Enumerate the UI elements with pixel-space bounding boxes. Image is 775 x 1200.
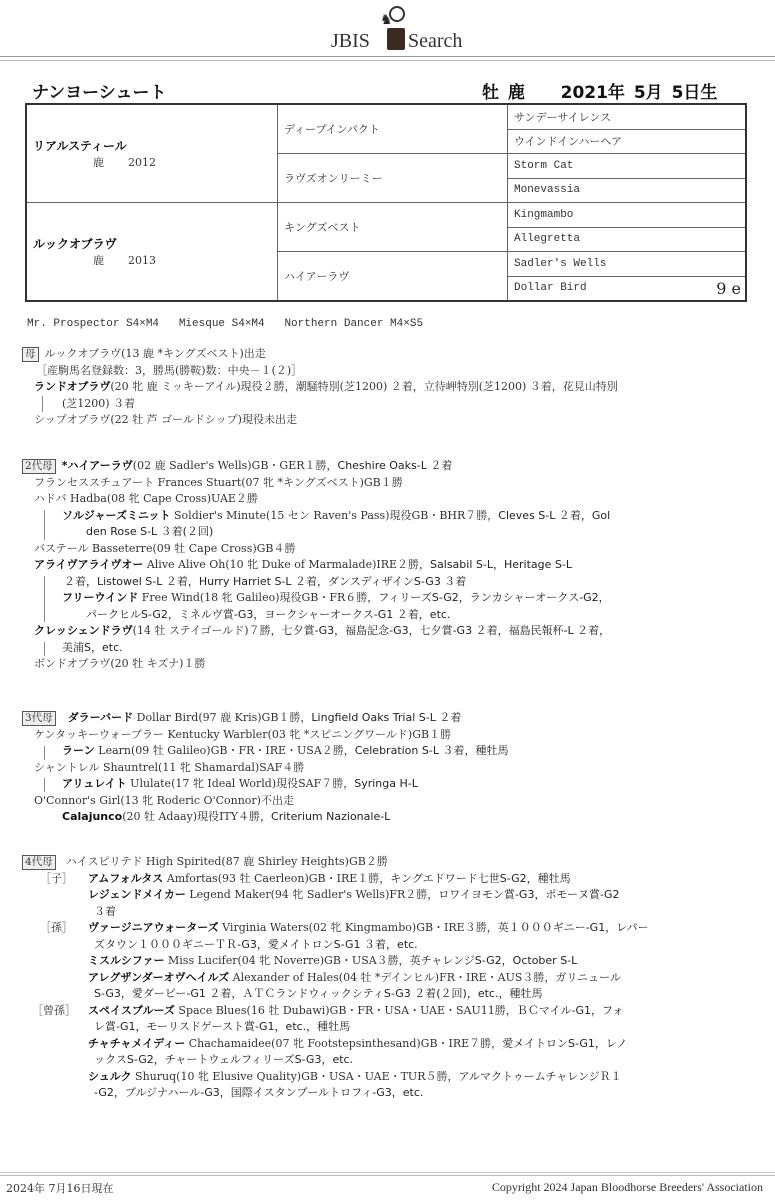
sire-sire[interactable]: ディープインパクト <box>278 104 508 154</box>
dam-name[interactable]: ダラーバード <box>67 711 134 724</box>
progeny-record-cont: レ賞-G1，モーリスドゲースト賞-G1，etc.，種牡馬 <box>94 1020 351 1033</box>
progeny-race-record: 愛メイトロンS-G1，レノ <box>502 1036 628 1050</box>
g3-ancestor[interactable]: ウインドインハーヘア <box>508 129 747 154</box>
progeny-record-cont: (芝1200) ３着 <box>62 396 136 410</box>
g3-ancestor-last <box>508 276 747 301</box>
progeny-line: シャントレル Shauntrel(11 牝 Shamardal)SAF４勝 <box>34 760 305 774</box>
section-tag: 母 <box>22 347 39 362</box>
progeny-line: シップオブラヴ(22 牡 芦 ゴールドシップ)現役未出走 <box>34 413 297 426</box>
progeny-name[interactable]: アムフォルタス <box>88 871 164 885</box>
progeny-name[interactable]: クレッシェンドラヴ <box>34 624 133 637</box>
progeny-name[interactable]: シュルク <box>88 1069 132 1083</box>
progeny-name[interactable]: チャチャメイディー <box>88 1036 186 1050</box>
progeny-race-record: アルマクトゥームチャレンジＲ１ <box>458 1069 622 1083</box>
tree-line <box>44 778 45 792</box>
progeny-line: バステール Basseterre(09 牡 Cape Cross)GB４勝 <box>34 541 296 555</box>
progeny-record: Ululate(17 牝 Ideal World)現役SAF７勝， <box>126 777 355 790</box>
fourth-dam-section <box>22 854 648 1102</box>
second-dam-section <box>22 458 610 673</box>
progeny-record: (20 牡 Adaay)現役ITY４勝， <box>122 810 272 823</box>
family-number: 9 e <box>716 278 741 298</box>
horse-birth: 2021年 5月 5日生 <box>560 83 718 103</box>
dam-name[interactable]: *ハイアーラヴ <box>61 459 133 472</box>
progeny-race-record: Criterium Nazionale-L <box>271 810 391 823</box>
grandchildren-label: ［孫］ <box>40 921 73 934</box>
tree-line <box>44 642 45 656</box>
header-divider <box>0 56 775 61</box>
sire-name[interactable]: リアルスティール <box>33 139 127 153</box>
progeny-race-record: 英チャレンジS-G2，October S-L <box>409 954 578 967</box>
progeny-record: Alexander of Hales(04 牡 *デインヒル)FR・IRE・AUS３勝， <box>229 970 556 984</box>
progeny-name[interactable]: レジェンドメイカー <box>88 888 186 901</box>
section-tag: 4代母 <box>22 855 56 870</box>
progeny-record: (14 牡 ステイゴールド)７勝， <box>132 624 282 637</box>
g3-ancestor[interactable]: Allegretta <box>508 227 747 252</box>
progeny-race-record: Celebration S-L ３着，種牡馬 <box>354 744 509 757</box>
dam-color: 鹿 <box>93 254 104 267</box>
progeny-record: Amfortas(93 牡 Caerleon)GB・IRE１勝， <box>163 871 391 885</box>
dam-race-record: Lingfield Oaks Trial S-L ２着 <box>311 711 462 724</box>
progeny-record: Free Wind(18 牝 Galileo)現役GB・FR６勝， <box>138 591 379 604</box>
progeny-record: Shuruq(10 牝 Elusive Quality)GB・USA・UAE・TUR５勝， <box>131 1069 459 1083</box>
progeny-record: Learn(09 牡 Galileo)GB・FR・IRE・USA２勝， <box>94 744 355 757</box>
g3-ancestor[interactable]: サンデーサイレンス <box>508 104 747 129</box>
progeny-line: ボンドオブラヴ(20 牡 キズナ)１勝 <box>34 657 206 670</box>
progeny-race-record: キングエドワード七世S-G2，種牡馬 <box>390 871 571 885</box>
horse-color: 鹿 <box>507 83 525 103</box>
horse-icon: ♞ <box>380 12 393 28</box>
great-grandchildren-label: ［曾孫］ <box>32 1003 76 1017</box>
progeny-race-record: Syringa H-L <box>354 777 418 790</box>
progeny-name[interactable]: フリーウインド <box>62 591 139 604</box>
progeny-record: Miss Lucifer(04 牝 Noverre)GB・USA３勝， <box>164 954 410 967</box>
progeny-line: ケンタッキーウォーブラー Kentucky Warbler(03 牝 *スピニングワールド)GB１勝 <box>34 727 452 741</box>
progeny-name[interactable]: スペイスブルーズ <box>88 1003 175 1017</box>
progeny-name[interactable]: アライヴアライヴオー <box>34 558 144 571</box>
progeny-line: O'Connor's Girl(13 牝 Roderic O'Connor)不出走 <box>34 793 294 807</box>
progeny-name[interactable]: ランドオブラヴ <box>34 380 111 393</box>
horse-name: ナンヨーシュート <box>32 83 167 103</box>
progeny-name[interactable]: アレグザンダーオヴヘイルズ <box>88 970 230 984</box>
sire-year: 2012 <box>128 156 156 169</box>
progeny-line: ハドバ Hadba(08 牝 Cape Cross)UAE２勝 <box>34 492 258 505</box>
section-tag: 3代母 <box>22 711 56 726</box>
progeny-name[interactable]: ソルジャーズミニット <box>62 508 171 522</box>
progeny-race-record: 七夕賞-G3，福島記念-G3，七夕賞-G3 ２着，福島民報杯-L ２着， <box>281 624 611 637</box>
progeny-record-cont: ２着，Listowel S-L ２着，Hurry Harriet S-L ２着，ダンスディザインS-G3 ３着 <box>64 574 467 588</box>
section-tag: 2代母 <box>22 459 56 474</box>
progeny-name[interactable]: ヴァージニアウォーターズ <box>88 921 219 934</box>
progeny-race-record: フィリーズS-G2，ランカシャーオークス-G2， <box>378 591 610 604</box>
progeny-record-cont: S-G3，愛ダービー-G1 ２着，ＡＴＣランドウィックシティS-G3 ２着(２回)，etc.，種牡馬 <box>94 987 543 1000</box>
tree-line <box>42 396 43 412</box>
progeny-name[interactable]: ミスルシファー <box>88 954 165 967</box>
dam-line: ハイスピリテド High Spirited(87 鹿 Shirley Heights)GB２勝 <box>65 855 388 868</box>
progeny-record: (20 牝 鹿 ミッキーアイル)現役２勝，潮騒特別(芝1200) ２着，立待岬特別(芝1200) ３着，花見山特別 <box>110 380 618 393</box>
g3-ancestor[interactable]: Monevassia <box>508 178 747 203</box>
logo-can-icon <box>387 28 405 50</box>
progeny-record: Alive Alive Oh(10 牝 Duke of Marmalade)IRE２勝， <box>143 558 431 571</box>
progeny-record-cont: パークヒルS-G2，ミネルヴ賞-G3，ヨークシャーオークス-G1 ２着，etc. <box>86 607 451 621</box>
progeny-record-cont: den Rose S-L ３着(２回) <box>86 525 214 538</box>
progeny-race-record: Salsabil S-L，Heritage S-L <box>430 558 572 571</box>
dam-record: Dollar Bird(97 鹿 Kris)GB１勝， <box>133 711 312 724</box>
dam-name[interactable]: ルックオブラヴ <box>33 237 117 251</box>
progeny-record: Chachamaidee(07 牝 Footstepsinthesand)GB・IRE７勝， <box>185 1036 503 1050</box>
dam-record: (02 鹿 Sadler's Wells)GB・GER１勝， <box>132 459 338 472</box>
progeny-record: Virginia Waters(02 牝 Kingmambo)GB・IRE３勝， <box>218 921 498 934</box>
pedigree-table <box>25 103 747 302</box>
progeny-record: Soldier's Minute(15 セン Raven's Pass)現役GB・BHR７勝， <box>170 508 499 522</box>
progeny-line: フランセススチュアート Frances Stuart(07 牝 *キングズベスト)GB１勝 <box>34 475 403 489</box>
sire-dam[interactable]: ラヴズオンリーミー <box>278 154 508 203</box>
tree-line <box>44 510 45 540</box>
progeny-name[interactable]: アリュレイト <box>62 777 127 790</box>
tree-line <box>44 746 45 760</box>
progeny-race-record: Cleves S-L ２着，Gol <box>498 508 611 522</box>
dam-section <box>22 346 618 429</box>
dam-year: 2013 <box>128 254 156 267</box>
logo-jbis-text: JBIS <box>331 30 370 52</box>
dam-race-record: Cheshire Oaks-L ２着 <box>337 459 453 472</box>
third-dam-section <box>22 710 508 826</box>
progeny-record-cont: ックスS-G2，チャートウェルフィリーズS-G3，etc. <box>94 1053 354 1066</box>
g3-ancestor[interactable]: Kingmambo <box>508 203 747 228</box>
footer-divider <box>0 1172 775 1176</box>
g3-ancestor[interactable]: Sadler's Wells <box>508 252 747 277</box>
progeny-record-cont: ３着 <box>94 904 116 918</box>
as-of-date: 2024年 7月16日現在 <box>6 1182 114 1195</box>
tree-line <box>44 576 45 622</box>
progeny-record: Legend Maker(94 牝 Sadler's Wells)FR２勝， <box>185 888 439 901</box>
progeny-record-cont: 美浦S，etc. <box>62 640 123 654</box>
progeny-record: Space Blues(16 牡 Dubawi)GB・FR・USA・UAE・SAU11勝， <box>174 1003 517 1017</box>
progeny-record-cont: -G2，ブルジナハール-G3，国際イスタンブールトロフィ-G3，etc. <box>94 1086 424 1099</box>
produce-record: ［産駒馬名登録数：3，勝馬(勝鞍)数：中央－１(２)］ <box>36 363 303 377</box>
dam-dam[interactable]: ハイアーラヴ <box>278 252 508 302</box>
copyright: Copyright 2024 Japan Bloodhorse Breeders' Association <box>491 1180 763 1194</box>
sire-cell <box>26 104 278 203</box>
progeny-race-record: 英１０００ギニー-G1，レパー <box>497 921 649 934</box>
g3-ancestor[interactable]: Storm Cat <box>508 154 747 179</box>
progeny-race-record: ガリニュール <box>555 970 621 984</box>
dam-line: ルックオブラヴ(13 鹿 *キングズベスト)出走 <box>44 347 266 360</box>
progeny-name[interactable]: ラーン <box>62 744 95 757</box>
sire-color: 鹿 <box>93 156 104 169</box>
horse-info <box>482 78 717 103</box>
progeny-name[interactable]: Calajunco <box>62 810 123 823</box>
horse-sex: 牡 <box>482 83 499 103</box>
logo-search-text: Search <box>408 30 463 52</box>
progeny-race-record: ロワイヨモン賞-G3，ポモーヌ賞-G2 <box>438 888 620 901</box>
jbis-search-logo[interactable] <box>0 0 775 55</box>
inbreeding-line: Mr. Prospector S4×M4 Miesque S4×M4 Northern Dancer M4×S5 <box>27 318 424 330</box>
progeny-record-cont: ズタウン１０００ギニーＴＲ-G3，愛メイトロンS-G1 ３着，etc. <box>94 937 418 951</box>
dam-sire[interactable]: キングズベスト <box>278 203 508 252</box>
progeny-race-record: ＢＣマイル-G1，フォ <box>516 1003 624 1017</box>
children-label: ［子］ <box>40 871 73 885</box>
dam-cell <box>26 203 278 302</box>
g3-ancestor[interactable]: Dollar Bird <box>514 282 587 295</box>
